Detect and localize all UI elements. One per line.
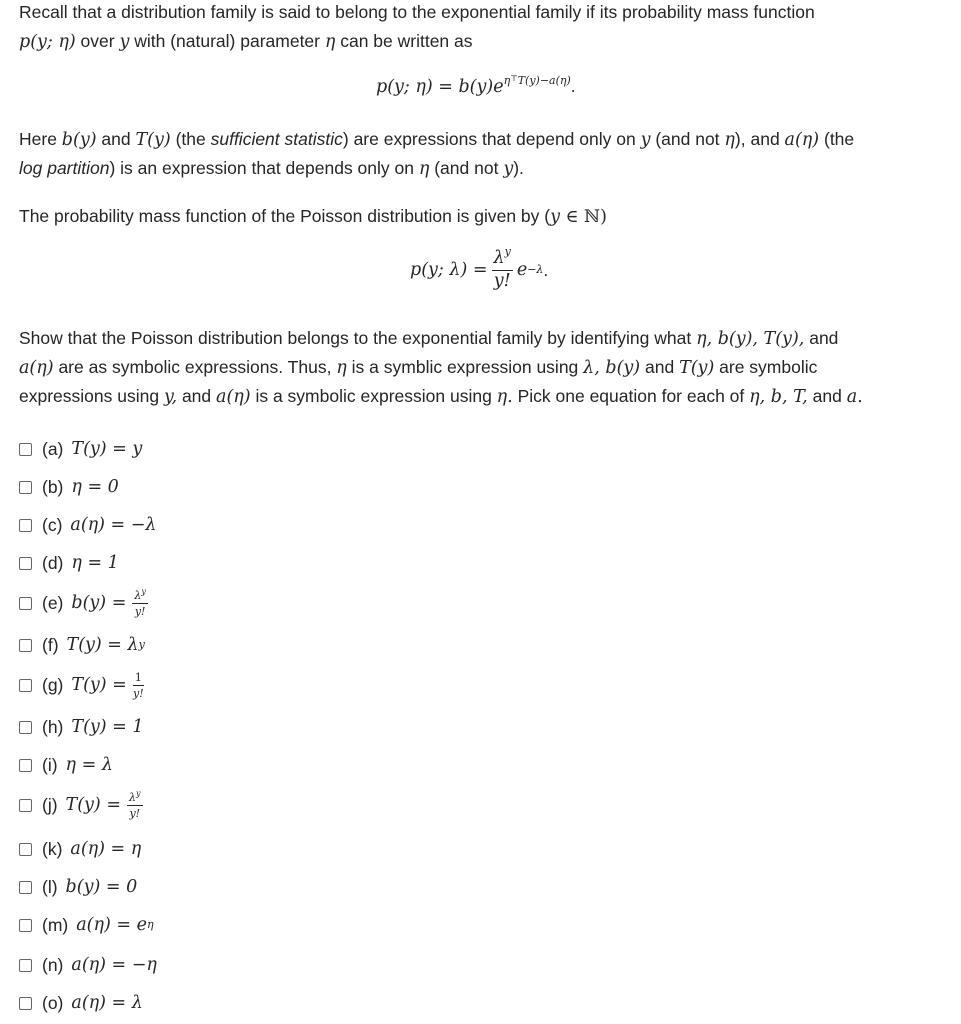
option-label: (o) xyxy=(42,992,64,1013)
equation-poisson-pmf: p(y; λ) = $\frac{\lambda^y}{y!}$ e −λ . xyxy=(410,245,549,291)
math-y: y, xyxy=(163,387,178,407)
math-eta: η xyxy=(724,130,735,150)
text: (the xyxy=(170,129,211,149)
frac-num-sup: y xyxy=(141,586,146,596)
text: with (natural) parameter xyxy=(129,31,325,51)
eq1-lhs: p(y; η) = b(y)e xyxy=(376,77,504,97)
eq2-num-sup: y xyxy=(504,245,511,258)
para3-line xyxy=(19,202,607,231)
option-expr: a(η) = λ xyxy=(71,993,143,1013)
option-n[interactable] xyxy=(19,952,157,978)
option-label: (h) xyxy=(42,716,64,737)
para4-line-1 xyxy=(19,324,838,353)
text: can be written as xyxy=(335,31,473,51)
term-log-partition: log partition xyxy=(19,158,110,178)
option-fraction xyxy=(127,788,143,820)
term-sufficient-statistic: sufficient statistic xyxy=(210,129,343,149)
text: The probability mass function of the Poisson distribution is given by ( xyxy=(19,206,551,226)
option-c[interactable] xyxy=(19,512,157,538)
checkbox[interactable] xyxy=(19,519,32,532)
text: ) are expressions that depend only on xyxy=(342,129,641,149)
intro-line-1 xyxy=(19,0,815,26)
option-label: (c) xyxy=(42,514,63,535)
math-eta: η xyxy=(324,32,336,52)
checkbox[interactable] xyxy=(19,997,32,1010)
option-expr: a(η) = −λ xyxy=(70,515,157,535)
option-label: (b) xyxy=(42,476,64,497)
option-expr: T(y) = xyxy=(65,795,121,815)
eq1-dot: . xyxy=(570,76,576,96)
checkbox[interactable] xyxy=(19,597,32,610)
option-k[interactable] xyxy=(19,836,141,862)
math-in-naturals: ∈ ℕ) xyxy=(560,207,607,227)
text: (and not xyxy=(429,158,504,178)
eq2-lhs: p(y; λ) = xyxy=(410,260,488,280)
option-label: (j) xyxy=(42,794,58,815)
option-expr: a(η) = η xyxy=(70,839,142,859)
math-T-y: T(y) xyxy=(135,130,171,150)
option-fraction xyxy=(133,672,144,699)
checkbox[interactable] xyxy=(19,799,32,812)
math-a-eta: a(η) xyxy=(216,387,251,407)
option-expr: T(y) = 1 xyxy=(71,717,144,737)
math-pmf: p(y; η) xyxy=(19,32,76,52)
checkbox[interactable] xyxy=(19,959,32,972)
option-d[interactable] xyxy=(19,550,119,576)
frac-den: y! xyxy=(134,604,146,618)
option-expr: T(y) = xyxy=(71,675,127,695)
para4-line-3 xyxy=(19,382,863,411)
frac-num: λ xyxy=(134,588,142,602)
math-eta: η xyxy=(418,159,430,179)
option-expr: T(y) = λ xyxy=(66,635,139,655)
option-label: (g) xyxy=(42,674,64,695)
option-i[interactable] xyxy=(19,752,113,778)
frac-den: y! xyxy=(129,806,141,820)
text: expressions using xyxy=(19,386,164,406)
eq2-fraction xyxy=(492,245,513,291)
option-expr: η = λ xyxy=(65,755,113,775)
checkbox[interactable] xyxy=(19,843,32,856)
checkbox[interactable] xyxy=(19,443,32,456)
text: over xyxy=(75,31,120,51)
eq2-dot: . xyxy=(543,259,549,280)
option-label: (a) xyxy=(42,438,64,459)
math-y: y xyxy=(550,207,560,227)
option-label: (d) xyxy=(42,552,64,573)
option-e[interactable] xyxy=(19,586,148,618)
para4-line-2 xyxy=(19,353,817,382)
text: and xyxy=(807,386,847,406)
eq2-den: y! xyxy=(493,270,511,291)
math-eta: η xyxy=(336,358,347,378)
para2-line-2 xyxy=(19,154,524,183)
text: and xyxy=(96,129,136,149)
option-expr: b(y) = xyxy=(71,593,127,613)
math-lambda-b: λ, b(y) xyxy=(583,358,641,378)
text: ) is an expression that depends only on xyxy=(109,158,419,178)
option-label: (l) xyxy=(42,876,58,897)
text: (and not xyxy=(650,129,725,149)
option-label: (e) xyxy=(42,592,64,613)
option-a[interactable] xyxy=(19,436,142,462)
checkbox[interactable] xyxy=(19,881,32,894)
option-fraction xyxy=(132,586,148,618)
text: and xyxy=(804,328,839,348)
checkbox[interactable] xyxy=(19,481,32,494)
math-a: a. xyxy=(846,387,863,407)
option-label: (n) xyxy=(42,954,64,975)
option-l[interactable] xyxy=(19,874,137,900)
checkbox[interactable] xyxy=(19,679,32,692)
text: is a symbolic expression using xyxy=(250,386,497,406)
text: are as symbolic expressions. Thus, xyxy=(53,357,337,377)
option-o[interactable] xyxy=(19,990,143,1016)
eq1-exp-rest: (y)−a(η) xyxy=(525,74,571,87)
eq2-num: λ xyxy=(493,248,505,268)
option-expr: a(η) = −η xyxy=(71,955,157,975)
text: and xyxy=(177,386,217,406)
frac-num: 1 xyxy=(134,670,142,684)
eq1-exp-T: T xyxy=(517,74,526,87)
option-label: (f) xyxy=(42,634,59,655)
eq1-exp-eta: η xyxy=(503,74,511,87)
checkbox[interactable] xyxy=(19,721,32,734)
text: are symbolic xyxy=(714,357,818,377)
math-T-y: T(y) xyxy=(679,358,715,378)
option-expr: b(y) = 0 xyxy=(65,877,138,897)
option-expr: T(y) = y xyxy=(71,439,143,459)
math-eta-b-T: η, b, T, xyxy=(749,387,808,407)
text: ). xyxy=(513,158,524,178)
option-label: (i) xyxy=(42,754,58,775)
frac-num: λ xyxy=(129,790,136,804)
checkbox[interactable] xyxy=(19,557,32,570)
intro-text: Recall that a distribution family is said to belong to the exponential family if its probability mass function xyxy=(19,2,815,22)
math-y: y xyxy=(640,130,651,150)
equation-exponential-family: p(y; $\eta) = b(y)e^{\eta^⊤T(y)-a(\eta)}$. xyxy=(376,74,576,97)
math-eta: η. xyxy=(496,387,513,407)
option-j[interactable] xyxy=(19,788,143,820)
checkbox[interactable] xyxy=(19,919,32,932)
text: is a symblic expression using xyxy=(346,357,584,377)
math-a-eta: a(η) xyxy=(19,358,54,378)
option-expr: a(η) = e xyxy=(76,915,147,935)
option-label: (k) xyxy=(42,838,63,859)
para2-line-1 xyxy=(19,125,854,154)
math-y: y xyxy=(503,159,514,179)
eq2-e: e xyxy=(516,260,528,280)
intro-line-2 xyxy=(19,27,473,56)
option-f[interactable]: (f) T(y) = λ y xyxy=(19,632,145,658)
option-b[interactable] xyxy=(19,474,119,500)
text: Pick one equation for each of xyxy=(512,386,750,406)
math-a-eta: a(η) xyxy=(784,130,820,150)
math-y: y xyxy=(119,32,130,52)
checkbox[interactable] xyxy=(19,759,32,772)
text: Here xyxy=(19,129,62,149)
text: and xyxy=(640,357,680,377)
checkbox[interactable] xyxy=(19,639,32,652)
option-h[interactable] xyxy=(19,714,144,740)
math-b-y: b(y) xyxy=(61,130,97,150)
text: Show that the Poisson distribution belongs to the exponential family by identifying what xyxy=(19,328,697,348)
text: ), and xyxy=(734,129,785,149)
text: (the xyxy=(819,129,855,149)
option-label: (m) xyxy=(42,914,69,935)
frac-num-sup: y xyxy=(135,788,141,798)
math-params: η, b(y), T(y), xyxy=(696,329,805,349)
frac-den: y! xyxy=(133,686,144,700)
option-g[interactable] xyxy=(19,672,144,698)
option-m[interactable]: (m) a(η) = e η xyxy=(19,912,154,938)
option-expr: η = 0 xyxy=(71,477,119,497)
option-expr: η = 1 xyxy=(71,553,119,573)
